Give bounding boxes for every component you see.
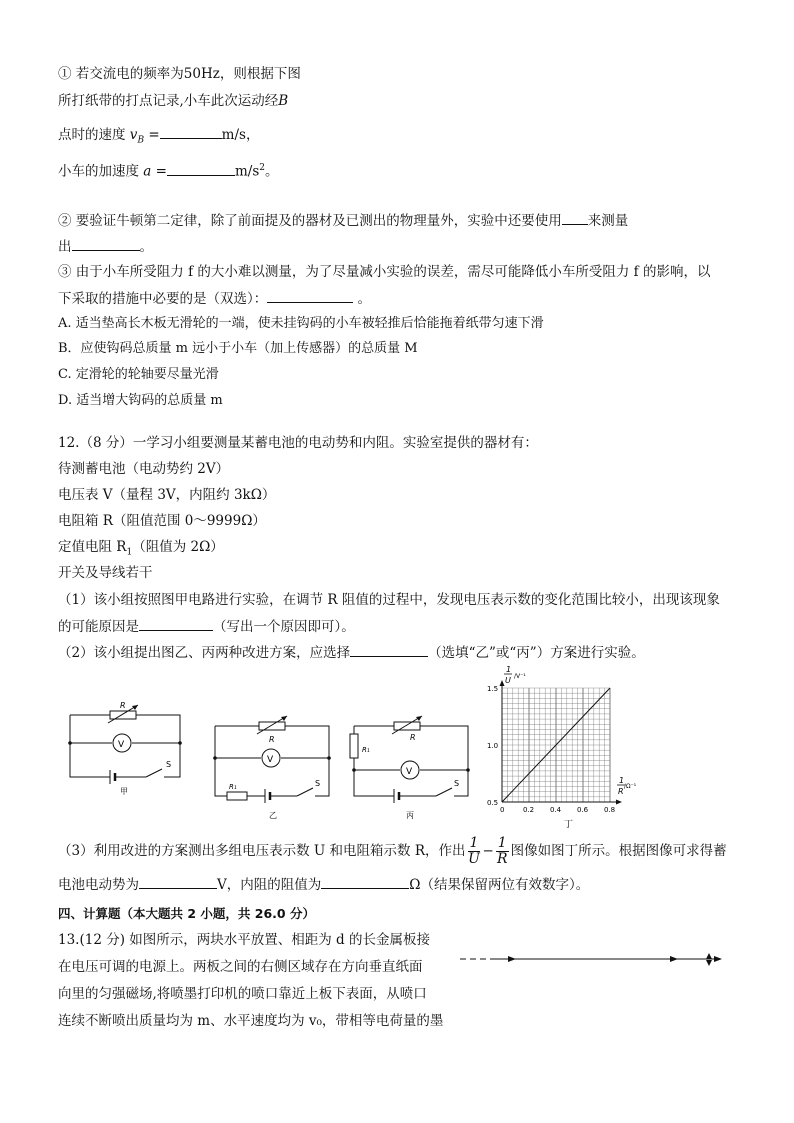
q11-p3-line2 [58,288,371,309]
q11-p2b-text: 出 [58,239,72,255]
q12-s2-text: （2）该小组提出图乙、丙两种改进方案，应选择 [58,645,351,661]
jia-s-label: S [166,760,172,769]
s1-answer-blank[interactable] [139,616,213,631]
a-unit-sup: 2 [259,163,265,173]
q12-s3-end: 图像如图丁所示。根据图像可求得蓄 [510,843,727,859]
yi-resistor-r1 [227,792,247,800]
q11-p3-line1 [58,262,710,282]
x-axis-arrow [616,800,622,805]
circuit-bing [344,712,474,822]
q11-p2-line2 [58,236,153,257]
a-eq: = [151,163,167,180]
jia-r-label: R [120,701,126,710]
a-unit-end: 。 [264,163,279,180]
a-var: a [143,163,152,180]
q13-line3 [58,984,427,1004]
equip-switch-wires: 开关及导线若干 [58,565,153,581]
option-c-text: C. 定滑轮的轮轴要尽量光滑 [58,367,219,382]
equip-resistance-box: 电阻箱 R（阻值范围 0～9999Ω） [58,513,266,529]
emf-answer-blank[interactable] [139,874,217,889]
vb-unit: m/s， [221,127,260,143]
q12-s3b-text: 电池电动势为 [58,877,139,893]
option-a-text: A. 适当垫高长木板无滑轮的一端，使未挂钩码的小车被轻推后恰能拖着纸带匀速下滑 [58,316,544,331]
x-tick-label: 0.8 [604,806,616,814]
jia-resistor-r [110,711,136,719]
frac-r-num: 1 [497,835,507,851]
equip-battery: 待测蓄电池（电动势约 2V） [58,461,230,477]
y-axis-num: 1 [506,665,512,674]
circuit-jia [62,695,190,797]
yi-r-label: R [269,735,275,744]
equip-fixed-resistor: 定值电阻 R [58,539,127,555]
q13-arrow-end [714,956,722,962]
point-b-label: B [278,93,289,109]
frac-minus: − [482,843,494,859]
q12-equip-2 [58,485,275,505]
q11-p1-line1 [58,64,301,84]
q11-vb-line [58,124,259,151]
vb-var: v [129,127,138,143]
jia-v-label: V [118,740,125,750]
bing-node-right [466,768,470,772]
option-b-text: B．应使钩码总质量 m 远小于小车（加上传感器）的总质量 M [58,341,418,356]
q13-text-3: 向里的匀强磁场,将喷墨打印机的喷口靠近上板下表面，从喷口 [58,986,427,1002]
q11-p2-text-end: 来测量 [587,213,629,229]
yi-node-right [327,756,331,760]
y-axis-unit: /V⁻¹ [514,673,526,680]
q12-s3b-end: Ω（结果保留两位有效数字）。 [409,877,590,893]
q13-text-1: 13.(12 分) 如图所示，两块水平放置、相距为 d 的长金属板接 [58,932,430,948]
q12-s3-line1 [58,833,727,869]
q12-header [58,433,538,453]
bing-s-label: S [454,779,460,788]
bing-resistor-r1 [350,734,358,758]
q11-p2-text: ② 要验证牛顿第二定律，除了前面提及的器材及已测出的物理量外，实验中还要使用 [58,213,562,229]
q13-line1 [58,930,430,950]
q11-p3b-end: 。 [357,291,372,307]
x-tick-label: 0.4 [550,806,562,814]
q13-text-2: 在电压可调的电源上。两板之间的右侧区域存在方向垂直纸面 [58,959,423,975]
equip-fixed-resistor-sub: 1 [126,547,133,558]
yi-r1-label: R₁ [229,783,237,791]
x-axis-den: R [618,787,624,796]
q12-s3-text: （3）利用改进的方案测出多组电压表示数 U 和电阻箱示数 R，作出 [58,843,466,859]
a-unit: m/s [234,163,260,180]
q11-p2-line1 [58,210,628,231]
yi-switch [297,788,313,796]
x-tick-label: 0.6 [577,806,589,814]
yi-v-label: V [267,755,274,765]
vb-eq: = [144,127,160,143]
q12-s2-end: （选填“乙”或“丙”）方案进行实验。 [428,645,645,661]
x-axis-num: 1 [619,776,625,785]
q11-p3-text: ③ 由于小车所受阻力 f 的大小难以测量，为了尽量减小实验的误差，需尽可能降低小车所受阻力 f 的影响，以 [58,264,711,280]
option-b [58,339,418,359]
bing-caption: 丙 [406,811,414,820]
jia-switch [146,769,162,777]
jia-wire [70,715,180,777]
vb-answer-blank[interactable] [160,124,222,139]
yi-resistor-r [259,722,285,730]
option-c [58,365,219,385]
q11-p1-text: ① 若交流电的频率为50Hz，则根据下图 [58,66,301,82]
yi-s-label: S [315,779,321,788]
q12-equip-3 [58,511,266,531]
vb-sub: B [137,135,145,146]
q11-p1-line2 [58,91,288,111]
yi-node-left [213,756,217,760]
q11-p3b-text: 下采取的措施中必要的是（双选）： [58,291,268,307]
q13-line2 [58,957,423,977]
q13-text-4: 连续不断喷出质量均为 m、水平速度均为 v₀，带相等电荷量的墨 [58,1013,444,1029]
q11-a-line [58,158,278,182]
a-answer-blank[interactable] [167,161,235,176]
q11-p2b-end: 。 [139,239,153,255]
jia-node-right [178,741,182,745]
q12-s3b-mid: V，内阻的阻值为 [217,877,322,893]
q13-arrow-2 [670,956,678,962]
q12-s1-line1 [58,590,720,610]
p2-blank-2[interactable] [72,236,140,251]
y-tick-label: 1.5 [487,685,499,693]
internal-resistance-blank[interactable] [321,874,409,889]
p3-answer-blank[interactable] [267,288,353,303]
bing-switch [436,788,452,796]
q12-equip-4 [58,537,224,563]
q12-s3-line2 [58,874,589,895]
q13-marker-top [706,953,712,959]
q13-line4 [58,1011,443,1031]
q12-s1b-text: 的可能原因是 [58,619,139,635]
option-d [58,391,223,411]
p2-blank-1[interactable] [562,210,588,225]
bing-r1-label: R₁ [362,746,370,754]
equip-fixed-resistor-value: （阻值为 2Ω） [132,539,224,555]
q12-s1-line2 [58,616,355,637]
bing-resistor-r [394,722,420,730]
a-prefix: 小车的加速度 [58,163,144,180]
circuit-yi [207,712,337,822]
x-axis-unit: /Ω⁻¹ [624,783,637,790]
bing-v-label: V [406,767,413,777]
frac-r-den: R [496,851,508,867]
q13-figure [456,948,728,972]
fraction-1-over-u [468,836,481,867]
q13-marker-bottom [706,960,712,966]
y-axis-arrow [500,680,505,686]
q12-s1-text: （1）该小组按照图甲电路进行实验，在调节 R 阻值的过程中，发现电压表示数的变化范围比较小，出现该现象 [58,592,720,608]
bing-node-left [352,768,356,772]
s2-answer-blank[interactable] [350,642,428,657]
q12-equip-5 [58,563,153,583]
option-a [58,314,544,334]
x-tick-label: 0 [500,806,505,814]
section-4-title [58,904,315,924]
jia-caption: 甲 [120,787,128,796]
q12-head-text: 12.（8 分）一学习小组要测量某蓄电池的电动势和内阻。实验室提供的器材有： [58,435,538,451]
y-tick-label: 0.5 [487,799,499,807]
yi-caption: 乙 [269,811,277,820]
q13-arrow-1 [508,956,516,962]
jia-node-left [68,741,72,745]
section-4-title-text: 四、计算题（本大题共 2 小题，共 26.0 分） [58,906,315,921]
option-d-text: D. 适当增大钩码的总质量 m [58,393,223,408]
graph-caption: 丁 [564,820,574,830]
y-tick-label: 1.0 [487,742,499,750]
frac-u-num: 1 [469,835,479,851]
q12-equip-1 [58,459,229,479]
vb-prefix: 点时的速度 [58,127,130,143]
x-tick-label: 0.2 [523,806,535,814]
y-axis-den: U [505,676,511,685]
frac-u-den: U [468,851,480,867]
q12-s1b-end: （写出一个原因即可）。 [213,619,355,635]
bing-r-label: R [410,733,416,742]
equip-voltmeter: 电压表 V（量程 3V，内阻约 3kΩ） [58,487,276,503]
q11-p1-text2: 所打纸带的打点记录,小车此次运动经 [58,93,279,109]
graph-ding [478,660,648,832]
fraction-1-over-r [496,836,509,867]
